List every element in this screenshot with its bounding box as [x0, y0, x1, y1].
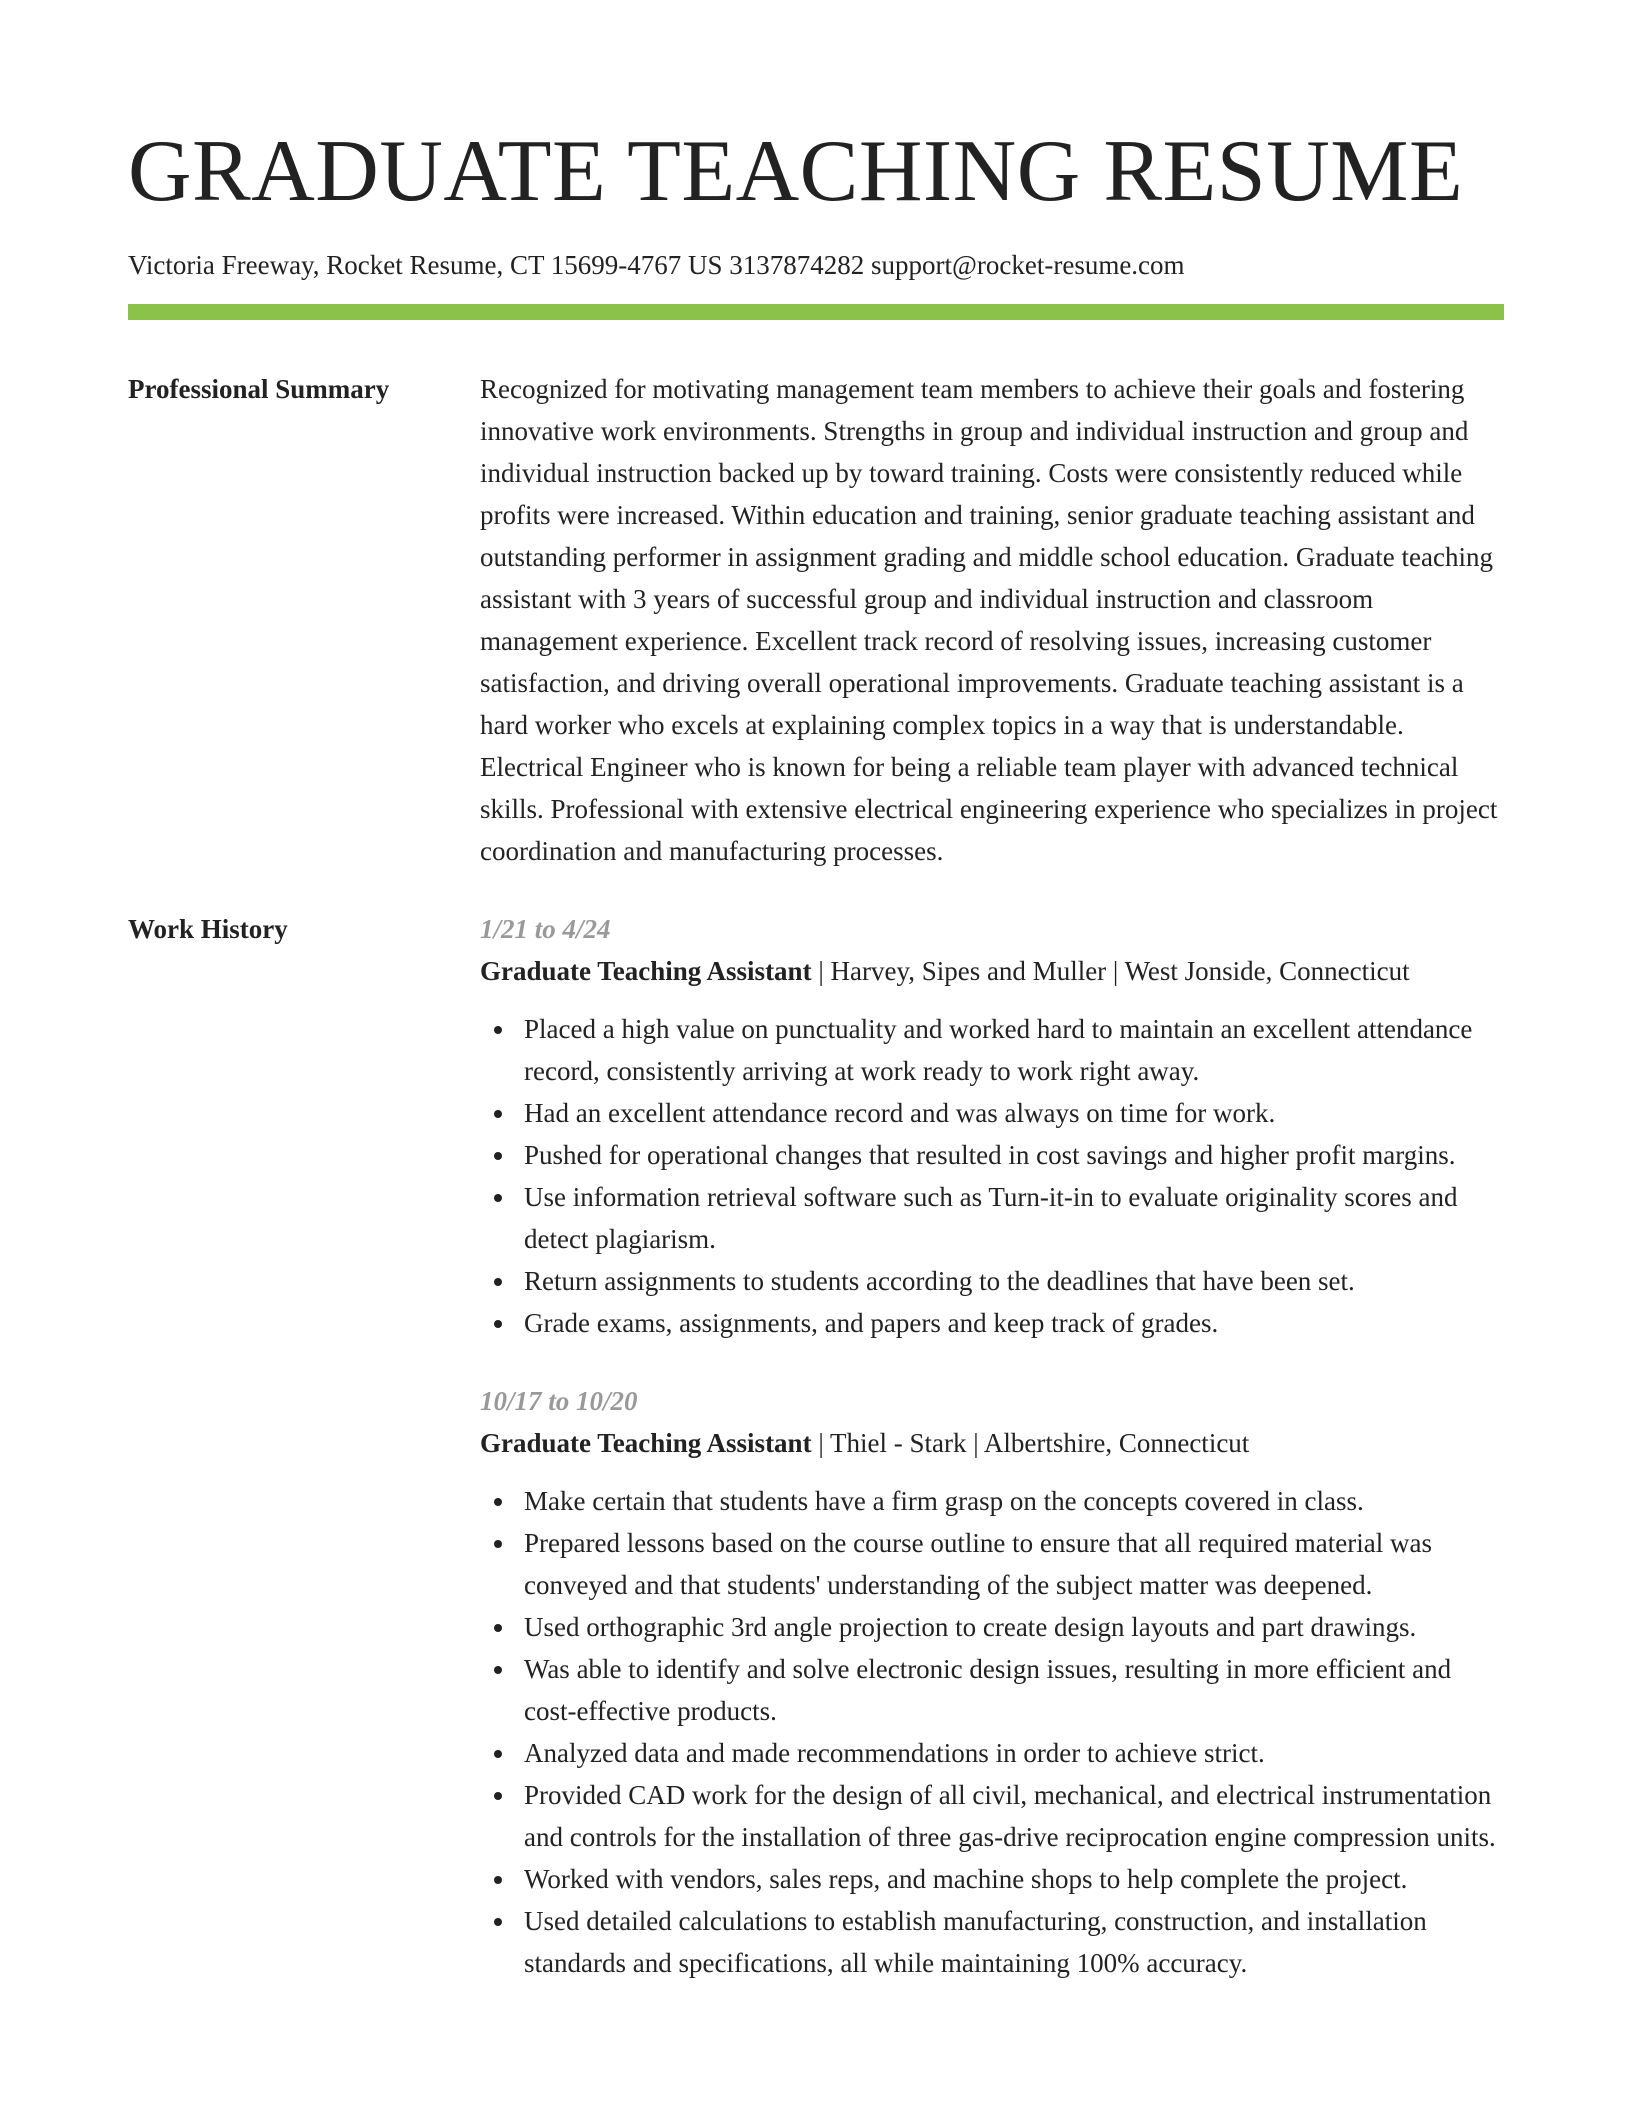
job-bullet: Worked with vendors, sales reps, and machine shops to help complete the project. — [480, 1858, 1504, 1900]
summary-heading: Professional Summary — [128, 374, 390, 404]
job-bullet: Used detailed calculations to establish manufacturing, construction, and installation standards and specifications, all while maintaining 100% accuracy. — [480, 1900, 1504, 1984]
work-history-heading: Work History — [128, 914, 288, 944]
accent-divider — [128, 304, 1504, 320]
job-bullet: Provided CAD work for the design of all civil, mechanical, and electrical instrumentation and controls for the installation of three gas-drive reciprocation engine compression units. — [480, 1774, 1504, 1858]
job-bullet: Use information retrieval software such as Turn-it-in to evaluate originality scores and detect plagiarism. — [480, 1176, 1504, 1260]
summary-section — [128, 368, 1504, 872]
job-bullet: Grade exams, assignments, and papers and keep track of grades. — [480, 1302, 1504, 1344]
work-history-section — [128, 908, 1504, 1984]
job-bullets — [480, 1008, 1504, 1344]
summary-text: Recognized for motivating management team members to achieve their goals and fostering innovative work environments. Strengths in group and individual instruction and group and individual instruction backed up by toward training. Costs were consistently reduced while profits were increased. Within education and training, senior graduate teaching assistant and outstanding performer in assignment grading and middle school education. Graduate teaching assistant with 3 years of successful group and individual instruction and classroom management experience. Excellent track record of resolving issues, increasing customer satisfaction, and driving overall operational improvements. Graduate teaching assistant is a hard worker who excels at explaining complex topics in a way that is understandable. Electrical Engineer who is known for being a reliable team player with advanced technical skills. Professional with extensive electrical engineering experience who specializes in project coordination and manufacturing processes. — [480, 374, 1498, 866]
job-bullet: Prepared lessons based on the course outline to ensure that all required material was conveyed and that students' understanding of the subject matter was deepened. — [480, 1522, 1504, 1606]
job-heading — [480, 1422, 1504, 1464]
job-bullet: Was able to identify and solve electronic design issues, resulting in more efficient and cost-effective products. — [480, 1648, 1504, 1732]
resume-page — [128, 120, 1504, 1984]
work-history-list — [480, 908, 1504, 1984]
contact-line: Victoria Freeway, Rocket Resume, CT 15699-4767 US 3137874282 support@rocket-resume.com — [128, 250, 1185, 280]
job-title: Graduate Teaching Assistant — [480, 1428, 812, 1458]
job-bullet: Had an excellent attendance record and was always on time for work. — [480, 1092, 1504, 1134]
job-bullet: Make certain that students have a firm grasp on the concepts covered in class. — [480, 1480, 1504, 1522]
job-title: Graduate Teaching Assistant — [480, 956, 812, 986]
job-bullet: Analyzed data and made recommendations in order to achieve strict. — [480, 1732, 1504, 1774]
job-bullet: Pushed for operational changes that resulted in cost savings and higher profit margins. — [480, 1134, 1504, 1176]
job-heading — [480, 950, 1504, 992]
resume-title: GRADUATE TEACHING RESUME — [128, 123, 1464, 220]
job-bullet: Placed a high value on punctuality and worked hard to maintain an excellent attendance record, consistently arriving at work ready to work right away. — [480, 1008, 1504, 1092]
job-employer-location: | Harvey, Sipes and Muller | West Jonside, Connecticut — [811, 956, 1410, 986]
job-employer-location: | Thiel - Stark | Albertshire, Connecticut — [811, 1428, 1250, 1458]
job-entry — [480, 908, 1504, 1344]
job-entry — [480, 1380, 1504, 1984]
job-bullets — [480, 1480, 1504, 1984]
job-bullet: Used orthographic 3rd angle projection to create design layouts and part drawings. — [480, 1606, 1504, 1648]
job-bullet: Return assignments to students according to the deadlines that have been set. — [480, 1260, 1504, 1302]
job-dates: 1/21 to 4/24 — [480, 914, 611, 944]
job-dates: 10/17 to 10/20 — [480, 1386, 638, 1416]
